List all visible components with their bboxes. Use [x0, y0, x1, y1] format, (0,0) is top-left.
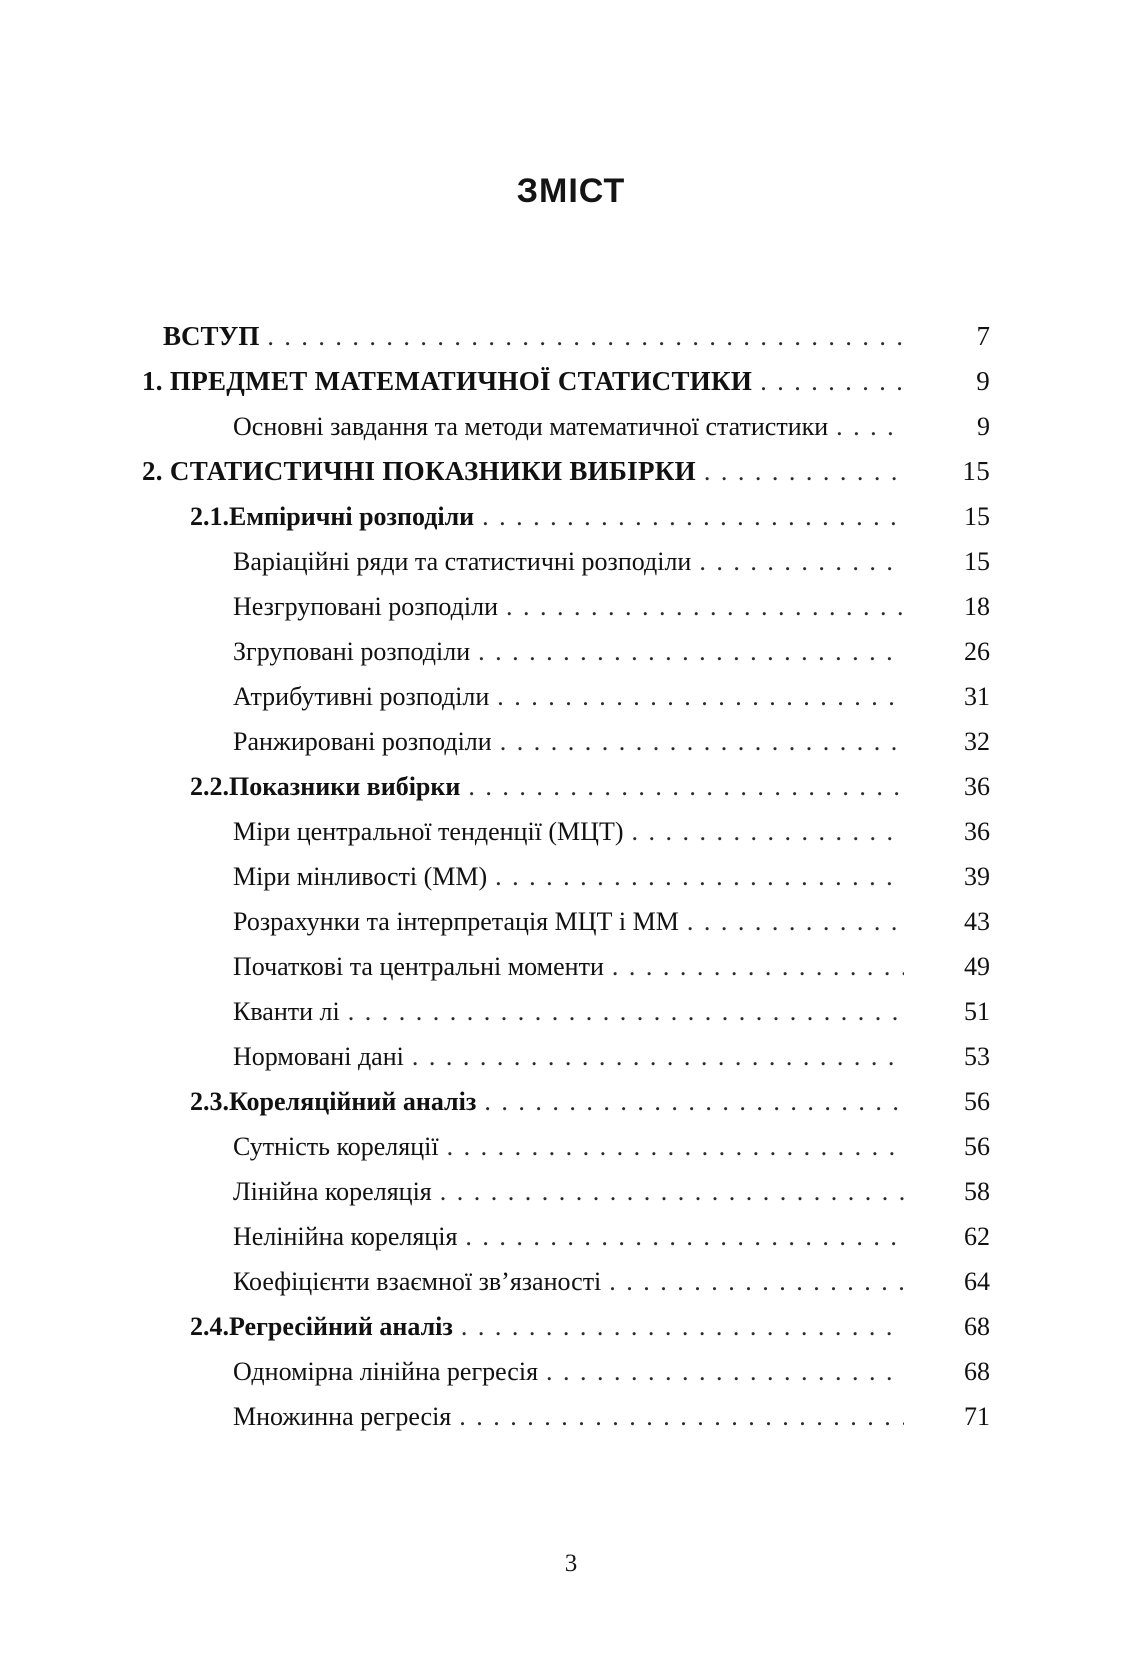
toc-entry	[142, 1259, 990, 1304]
dot-leader	[482, 494, 904, 539]
toc-entry	[142, 1304, 990, 1349]
toc-entry-page: 51	[964, 997, 990, 1026]
toc-entry-label: 2.3.Кореляційний аналіз	[190, 1087, 477, 1116]
toc-entry	[142, 359, 990, 404]
toc-entry-page: 26	[964, 637, 990, 666]
toc-entry	[142, 449, 990, 494]
toc-entry	[142, 899, 990, 944]
toc-entry	[142, 989, 990, 1034]
toc-entry-label: Лінійна кореляція	[233, 1177, 432, 1206]
dot-leader	[348, 989, 904, 1034]
toc-entry	[142, 1034, 990, 1079]
toc-entry-label: Згруповані розподіли	[233, 637, 471, 666]
toc-entry	[142, 1349, 990, 1394]
dot-leader	[506, 584, 904, 629]
toc-entry-page: 53	[964, 1042, 990, 1071]
dot-leader	[447, 1124, 904, 1169]
dot-leader	[632, 809, 905, 854]
toc-entry-page: 15	[964, 547, 990, 576]
toc-entry-label: 1. ПРЕДМЕТ МАТЕМАТИЧНОЇ СТАТИСТИКИ	[142, 366, 753, 396]
toc-entry-page: 15	[962, 456, 990, 486]
toc-entry	[142, 944, 990, 989]
toc-entry-page: 64	[964, 1267, 990, 1296]
toc-entry-page: 36	[964, 817, 990, 846]
toc-entry-page: 7	[976, 321, 990, 351]
dot-leader	[440, 1169, 904, 1214]
toc-entry-label: Кванти лі	[233, 997, 340, 1026]
toc-entry	[142, 1124, 990, 1169]
toc-entry-page: 68	[964, 1312, 990, 1341]
toc-entry	[142, 1214, 990, 1259]
toc-entry-label: Одномірна лінійна регресія	[233, 1357, 539, 1386]
toc-entry-label: Розрахунки та інтерпретація МЦТ і ММ	[233, 907, 679, 936]
toc-entry	[142, 494, 990, 539]
page-title: ЗМІСТ	[516, 172, 626, 210]
dot-leader	[612, 944, 904, 989]
toc-entry-page: 68	[964, 1357, 990, 1386]
toc-entry	[142, 1079, 990, 1124]
dot-leader	[484, 1079, 904, 1124]
toc-entry-page: 31	[964, 682, 990, 711]
dot-leader	[465, 1214, 904, 1259]
toc-entry	[142, 1394, 990, 1439]
toc-entry-label: Міри мінливості (ММ)	[233, 862, 488, 891]
toc-entry-label: Незгруповані розподіли	[233, 592, 499, 621]
toc-entry-page: 15	[964, 502, 990, 531]
toc-entry-page: 9	[976, 366, 990, 396]
toc-entry-label: Нелінійна кореляція	[233, 1222, 458, 1251]
dot-leader	[267, 314, 904, 359]
toc-entry-page: 39	[964, 862, 990, 891]
toc-entry-label: Коефіцієнти взаємної зв’язаності	[233, 1267, 602, 1296]
toc-entry-page: 18	[964, 592, 990, 621]
dot-leader	[468, 764, 904, 809]
page-number: 3	[564, 1550, 578, 1577]
toc-entry-label: Основні завдання та методи математичної статистики	[233, 412, 829, 441]
toc-entry-label: 2.1.Емпіричні розподіли	[190, 502, 475, 531]
dot-leader	[478, 629, 904, 674]
toc-entry-page: 36	[964, 772, 990, 801]
toc-entry	[142, 1169, 990, 1214]
dot-leader	[699, 539, 904, 584]
dot-leader	[495, 854, 904, 899]
toc-entry-label: Ранжировані розподіли	[233, 727, 492, 756]
toc-entry	[142, 314, 990, 359]
toc-entry	[142, 629, 990, 674]
toc-entry-label: Атрибутивні розподіли	[233, 682, 490, 711]
toc-entry-label: Множинна регресія	[233, 1402, 452, 1431]
toc-entry-label: 2.4.Регресійний аналіз	[190, 1312, 453, 1341]
toc-entry	[142, 854, 990, 899]
dot-leader	[412, 1034, 904, 1079]
dot-leader	[461, 1304, 904, 1349]
dot-leader	[500, 719, 904, 764]
toc-entry	[142, 719, 990, 764]
toc-entry-page: 56	[964, 1087, 990, 1116]
toc-entry-page: 49	[964, 952, 990, 981]
toc-entry-page: 32	[964, 727, 990, 756]
dot-leader	[497, 674, 904, 719]
toc-entry-page: 43	[964, 907, 990, 936]
toc-entry-page: 71	[964, 1402, 990, 1431]
toc-entry-page: 56	[964, 1132, 990, 1161]
dot-leader	[704, 449, 904, 494]
toc-entry	[142, 404, 990, 449]
toc-entry	[142, 539, 990, 584]
toc-entry-label: Міри центральної тенденції (МЦТ)	[233, 817, 624, 846]
toc-entry-label: Варіаційні ряди та статистичні розподіли	[233, 547, 692, 576]
dot-leader	[687, 899, 904, 944]
toc-entry	[142, 674, 990, 719]
dot-leader	[760, 359, 904, 404]
toc-entry-label: 2. СТАТИСТИЧНІ ПОКАЗНИКИ ВИБІРКИ	[142, 456, 696, 486]
toc-entry	[142, 764, 990, 809]
toc-entry-page: 62	[964, 1222, 990, 1251]
toc-entry-page: 58	[964, 1177, 990, 1206]
toc-entry-label: Нормовані дані	[233, 1042, 404, 1071]
toc-entry-label: 2.2.Показники вибірки	[190, 772, 461, 801]
table-of-contents	[142, 314, 990, 1439]
dot-leader	[459, 1394, 904, 1439]
toc-entry	[142, 809, 990, 854]
toc-entry-page: 9	[977, 412, 990, 441]
toc-entry-label: ВСТУП	[163, 321, 260, 351]
dot-leader	[836, 404, 904, 449]
dot-leader	[546, 1349, 904, 1394]
toc-entry-label: Сутність кореляції	[233, 1132, 439, 1161]
toc-entry-label: Початкові та центральні моменти	[233, 952, 604, 981]
toc-entry	[142, 584, 990, 629]
dot-leader	[609, 1259, 904, 1304]
